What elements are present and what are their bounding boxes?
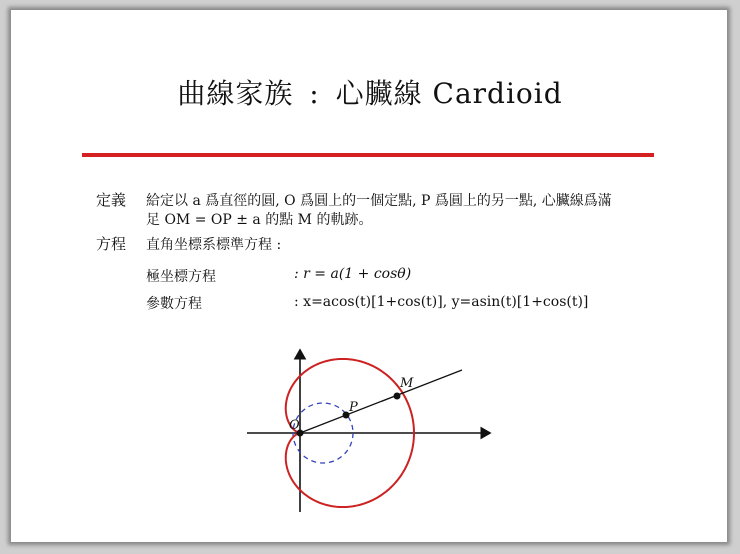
param-label: 參數方程: [146, 296, 202, 312]
label-p: P: [349, 400, 358, 415]
definition-label: 定義: [96, 191, 127, 209]
equation-intro: 直角坐標系標準方程 :: [146, 237, 282, 253]
point-m: [394, 393, 401, 400]
polar-label: 極坐標方程: [146, 269, 216, 285]
definition-line-2: 足 OM = OP ± a 的點 M 的軌跡。: [146, 212, 373, 228]
polar-equation: : r = a(1 + cosθ): [294, 266, 412, 282]
label-m: M: [400, 376, 414, 391]
secant-line: [300, 370, 462, 433]
label-o: O: [289, 418, 300, 433]
title-cjk: 曲線家族: [177, 77, 294, 110]
title-name: 心臟線: [335, 77, 423, 110]
definition-line-1: 給定以 a 爲直徑的圓, O 爲圓上的一個定點, P 爲圓上的另一點, 心臟線爲滿: [146, 193, 612, 209]
title-separator: :: [309, 77, 320, 110]
param-equation: : x=acos(t)[1+cos(t)], y=asin(t)[1+cos(t)]: [294, 294, 589, 310]
equation-label: 方程: [96, 235, 127, 253]
title-latin: Cardioid: [432, 77, 563, 110]
